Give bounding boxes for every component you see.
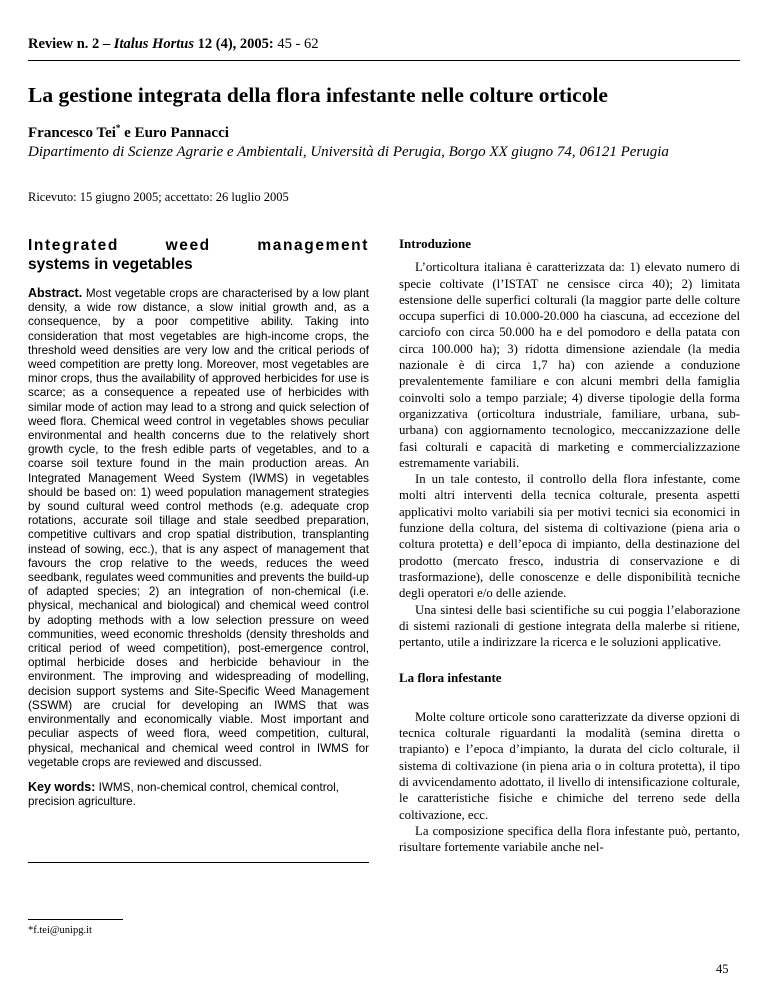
keywords-label: Key words: [28,779,96,794]
header-divider [28,60,740,61]
keywords-text: IWMS, non-chemical control, chemical control, precision agriculture. [28,780,339,809]
abstract-label: Abstract. [28,286,83,300]
english-abstract-column [28,236,369,809]
corresponding-mark: * [115,123,121,133]
abstract [28,286,369,770]
paragraph: Molte colture orticole sono caratterizzate da diverse opzioni di tecnica colturale riguardanti la modalità (semina diretta o trapianto) e l’epoca d’impianto, la durata del ciclo colturale, il sistema di coltivazione (in piena aria o in coltura protetta), il tipo di avvicendamento adottato, il livello di intensificazione colturale, le caratteristiche fisiche e chimiche del terreno sede della coltivazione, ecc. [399,709,740,822]
english-title [28,236,369,274]
author-list [28,123,229,142]
english-title-line-2: systems in vegetables [28,256,193,273]
paragraph: L’orticoltura italiana è caratterizzata da: 1) elevato numero di specie coltivate (l’ISTAT ne censisce circa 40); 2) limitata estensione delle superfici colturali (la maggior parte delle colture occupa superfici di 10.000-20.000 ha ciascuna, ad eccezione del carciofo con circa 50.000 ha e del pomodoro e della patata con circa 100.000 ha); 3) ridotta dimensione aziendale (la media nazionale è di circa 1,7 ha) con aziende a conduzione prevalentemente familiare e con alcuni membri della famiglia coinvolti solo a tempo parziale; 4) diverse tipologie della forma organizzativa (orticoltura industriale, familiare, urbana, sub-urbana) con aggiornamento tecnologico, meccanizzazione delle fasi colturali e capacità di marketing e commercializzazione estremamente variabili. [399,260,740,470]
received-dates: Ricevuto: 15 giugno 2005; accettato: 26 luglio 2005 [28,190,289,204]
author-connector: e [124,125,131,141]
body-column [399,236,740,855]
section-heading-introduzione: Introduzione [399,236,471,251]
header-review: Review n. 2 – [28,36,111,52]
footnote-email: *f.tei@unipg.it [28,925,92,936]
header-journal-name: Italus Hortus [113,36,194,52]
page-number: 45 [716,962,729,976]
author-tei: Francesco Tei [28,125,116,141]
journal-header [28,36,740,53]
paragraph: Una sintesi delle basi scientifiche su cui poggia l’elaborazione di sistemi razionali di gestione integrata della malerbe si ritiene, pertanto, utile a indirizzare la ricerca e le soluzioni applicative. [399,602,740,650]
section-heading-flora-infestante: La flora infestante [399,670,502,686]
english-title-line-1: Integrated weed management [28,237,369,254]
paragraph: La composizione specifica della flora infestante può, pertanto, risultare fortemente variabile anche nel- [399,823,740,855]
abstract-text: Most vegetable crops are characterised by a low plant density, a wide row distance, a slow initial growth and, as a consequence, by a poor competitive ability. Taking into consideration that most vegetables are high-income crops, the threshold weed densities are very low and the critical periods of weed competition are pretty long. Moreover, most vegetables are minor crops, thus the availability of approved herbicides for use is scarce; as a consequence a repeated use of herbicides with similar mode of action may lead to a strong and quick selection of weed flora. Chemical weed control in vegetables shows peculiar environmental and health concerns due to the relatively short growth cycle, to the fresh edible parts of vegetables, and to a coarse soil texture found in the main production areas. An Integrated Management Weed System (IWMS) in vegetables should be based on: 1) weed population management strategies by sound cultural weed control methods (e.g. adequate crop rotations, accurate soil tillage and stale seedbed preparation, competitive cultivars and crop spatial distribution, transplanting instead of sowing, ecc.), that is any aspect of management that favours the crop relative to the weeds, reduces the weed seedbank, regulates weed communities and prevents the build-up of adapted species; 2) an integration of non-chemical (i.e. physical, mechanical and biological) and chemical weed control by adopting methods with a low selection pressure on weed communities, weed economic thresholds (density thresholds and critical period of weed competition), post-emergence control, optimal herbicide doses and herbicide behaviour in the environment. The improving and widespreading of modelling, decision support systems and Site-Specific Weed Management (SSWM) are crucial for developing an IWMS that was environmentally and economically viable. Most important and peculiar aspects of weed flora, weed competition, cultural, physical, mechanical and chemical weed control in IWMS for vegetable crops are reviewed and discussed. [28,287,369,769]
header-pages: 45 - 62 [277,36,319,52]
author-pannacci: Euro Pannacci [134,125,229,141]
footnote-divider [28,919,123,920]
paragraph: In un tale contesto, il controllo della flora infestante, come molti altri interventi della tecnica colturale, presenta aspetti applicativi molto variabili sia per motivi tecnici sia economici in funzione della coltura, del sistema di coltivazione (piena aria o coltura protetta) e dell’epoca di impianto, della destinazione del prodotto (mercato fresco, industria di conservazione e di trasformazione), delle conoscenze e delle disponibilità tecniche degli operatori e/o delle aziende. [399,472,740,601]
header-volume: 12 (4), 2005: [197,36,274,52]
paper-title: La gestione integrata della flora infestante nelle colture orticole [28,83,608,107]
abstract-divider [28,862,369,863]
affiliation: Dipartimento di Scienze Agrarie e Ambientali, Università di Perugia, Borgo XX giugno 74, 06121 Perugia [28,144,669,160]
keywords [28,780,369,809]
